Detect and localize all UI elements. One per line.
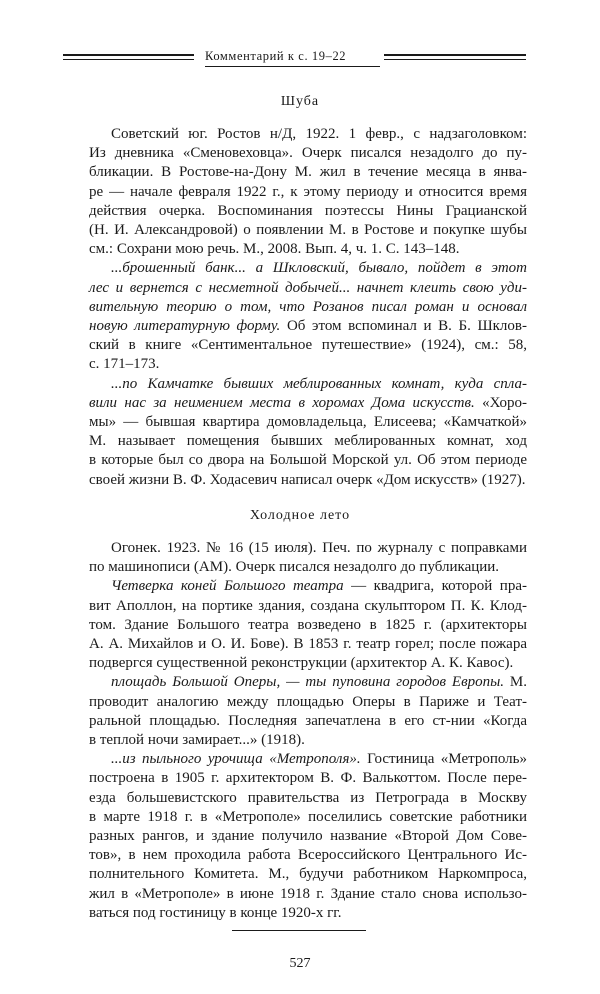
line-text: тов», в нем проходила работа Всероссийского Центрального Ис- xyxy=(89,847,527,864)
text-line xyxy=(111,124,527,145)
header-rule-right xyxy=(384,54,526,56)
text-line xyxy=(89,393,527,414)
line-text: ...по Камчатке бывших меблированных комнат, куда спла- xyxy=(111,375,527,392)
text-line xyxy=(89,335,527,356)
line-text: ральной площадью. Последняя запечатлена в его ст-нии «Когда xyxy=(89,712,527,729)
line-text: — квадрига, которой пра- xyxy=(343,578,527,595)
text-line xyxy=(89,220,527,241)
text-line xyxy=(111,258,527,279)
line-text: в теплой ночи замирает...» (1918). xyxy=(89,732,305,748)
text-line xyxy=(89,201,527,222)
text-line xyxy=(89,297,527,318)
footer-rule xyxy=(232,930,366,931)
line-text: Советский юг. Ростов н/Д, 1922. 1 февр., с надзаголовком: xyxy=(111,126,527,142)
text-line xyxy=(89,143,527,164)
text-line xyxy=(89,412,527,433)
line-text: проводит аналогию между площадью Оперы в Париже и Теат- xyxy=(89,693,527,710)
header-rule-left-lower xyxy=(63,59,194,60)
italic-phrase: ...из пыльного урочища «Метрополя». xyxy=(111,751,361,768)
page-number: 527 xyxy=(289,956,311,971)
line-text: в которые был со двора на Большой Морской ул. Об этом периоде xyxy=(89,452,527,469)
line-text: езда большевистского правительства из Петрограда в Москву xyxy=(89,789,527,806)
line-text: (Н. И. Александровой) о появлении М. в Ростове и покупке шубы xyxy=(89,222,527,238)
line-text: том. Здание Большого театра возведено в 1825 г. (архитекторы xyxy=(89,616,527,633)
text-line xyxy=(89,692,527,713)
line-text: Огонек. 1923. № 16 (15 июля). Печ. по журналу с поправками xyxy=(111,540,527,556)
line-text: Об этом вспоминал и В. Б. Шклов- xyxy=(280,318,527,334)
text-line xyxy=(89,278,527,299)
text-line xyxy=(89,470,527,491)
italic-phrase: вили нас за неимением места в хоромах Дома искусств. xyxy=(89,394,475,411)
line-text: полнительного Комитета. М., будучи работником Наркомпроса, xyxy=(89,866,527,883)
text-line xyxy=(89,450,527,471)
line-text: А. А. Михайлов и О. И. Бове). В 1853 г. театр горел; после пожара xyxy=(89,636,527,652)
line-text: своей жизни В. Ф. Ходасевич написал очерк «Дом искусств» (1927). xyxy=(89,471,526,488)
line-text: вит Аполлон, на портике здания, создана скульптором П. К. Клод- xyxy=(89,597,527,614)
line-text: разных рангов, и здание получило название «Второй Дом Сове- xyxy=(89,828,527,844)
line-text: в марте 1918 г. в «Метрополе» поселились советские работники xyxy=(89,808,527,825)
running-title: Комментарий к с. 19–22 xyxy=(205,49,347,63)
text-line xyxy=(89,557,527,578)
line-text: по машинописи (АМ). Очерк писался незадолго до публикации. xyxy=(89,559,500,576)
italic-phrase: новую литературную форму. xyxy=(89,318,281,334)
line-text: см.: Сохрани мою речь. М., 2008. Вып. 4, ч. 1. С. 143–148. xyxy=(89,241,460,258)
text-line xyxy=(89,596,527,617)
line-text: М. xyxy=(504,674,527,691)
line-text: вительную теорию о том, что Розанов писал роман и основал xyxy=(89,298,527,315)
text-line xyxy=(89,316,527,337)
line-text: «Хоро- xyxy=(474,394,528,411)
text-line xyxy=(111,374,527,395)
header-rule-right-lower xyxy=(384,59,526,60)
section-title-kholodnoe-leto: Холодное лето xyxy=(249,508,351,523)
line-text: лес и вернется с несметной добычей... начнет клеить свою уди- xyxy=(89,279,527,296)
line-text: действия очерка. Воспоминания поэтессы Нины Грацианской xyxy=(89,202,527,219)
text-line xyxy=(111,749,527,770)
line-text: жил в «Метрополе» в июне 1918 г. Здание стало снова использо- xyxy=(89,885,527,902)
italic-phrase: Четверка коней Большого театра xyxy=(111,578,344,595)
line-text: с. 171–173. xyxy=(89,356,160,373)
line-text: ...брошенный банк... а Шкловский, бывало, пойдет в этот xyxy=(111,260,527,277)
line-text: М. называет помещения бывших меблированных комнат, ход xyxy=(89,433,527,450)
line-text: Гостиница «Метрополь» xyxy=(360,751,527,768)
text-line xyxy=(111,576,527,597)
text-line xyxy=(89,162,527,183)
text-line xyxy=(89,634,527,655)
section-title-shuba: Шуба xyxy=(280,94,320,109)
text-line xyxy=(89,826,527,847)
line-text: подвергся существенной реконструкции (архитектор А. К. Кавос). xyxy=(89,655,514,672)
line-text: Из дневника «Сменовеховца». Очерк писался незадолго до пу- xyxy=(89,145,527,162)
text-line xyxy=(89,653,527,674)
text-line xyxy=(89,431,527,452)
line-text: ре — начале февраля 1922 г., к этому периоду и относится время xyxy=(89,183,527,200)
text-line xyxy=(89,730,527,751)
text-line xyxy=(89,788,527,809)
text-line xyxy=(111,538,527,559)
text-line xyxy=(89,182,527,203)
text-line xyxy=(89,864,527,885)
line-text: построена в 1905 г. архитектором В. Ф. Валькоттом. После пере- xyxy=(89,770,527,787)
text-line xyxy=(89,711,527,732)
text-line xyxy=(111,672,527,693)
text-line xyxy=(89,768,527,789)
line-text: мы» — бывшая квартира домовладельца, Елисеева; «Камчаткой» xyxy=(89,414,527,430)
text-line xyxy=(89,615,527,636)
line-text: бликации. В Ростове-на-Дону М. жил в течение месяца в янва- xyxy=(89,164,527,181)
text-line xyxy=(89,884,527,905)
text-line xyxy=(89,807,527,828)
text-line xyxy=(89,845,527,866)
line-text: ский в книге «Сентиментальное путешествие» (1924), см.: 58, xyxy=(89,337,527,354)
text-line xyxy=(89,354,527,375)
italic-phrase: площадь Большой Оперы, — ты пуповина городов Европы. xyxy=(111,674,504,691)
text-line xyxy=(89,903,527,924)
text-line xyxy=(89,239,527,260)
header-underline xyxy=(205,66,380,67)
header-rule-left xyxy=(63,54,194,56)
line-text: ваться под гостиницу в конце 1920-х гг. xyxy=(89,904,342,921)
